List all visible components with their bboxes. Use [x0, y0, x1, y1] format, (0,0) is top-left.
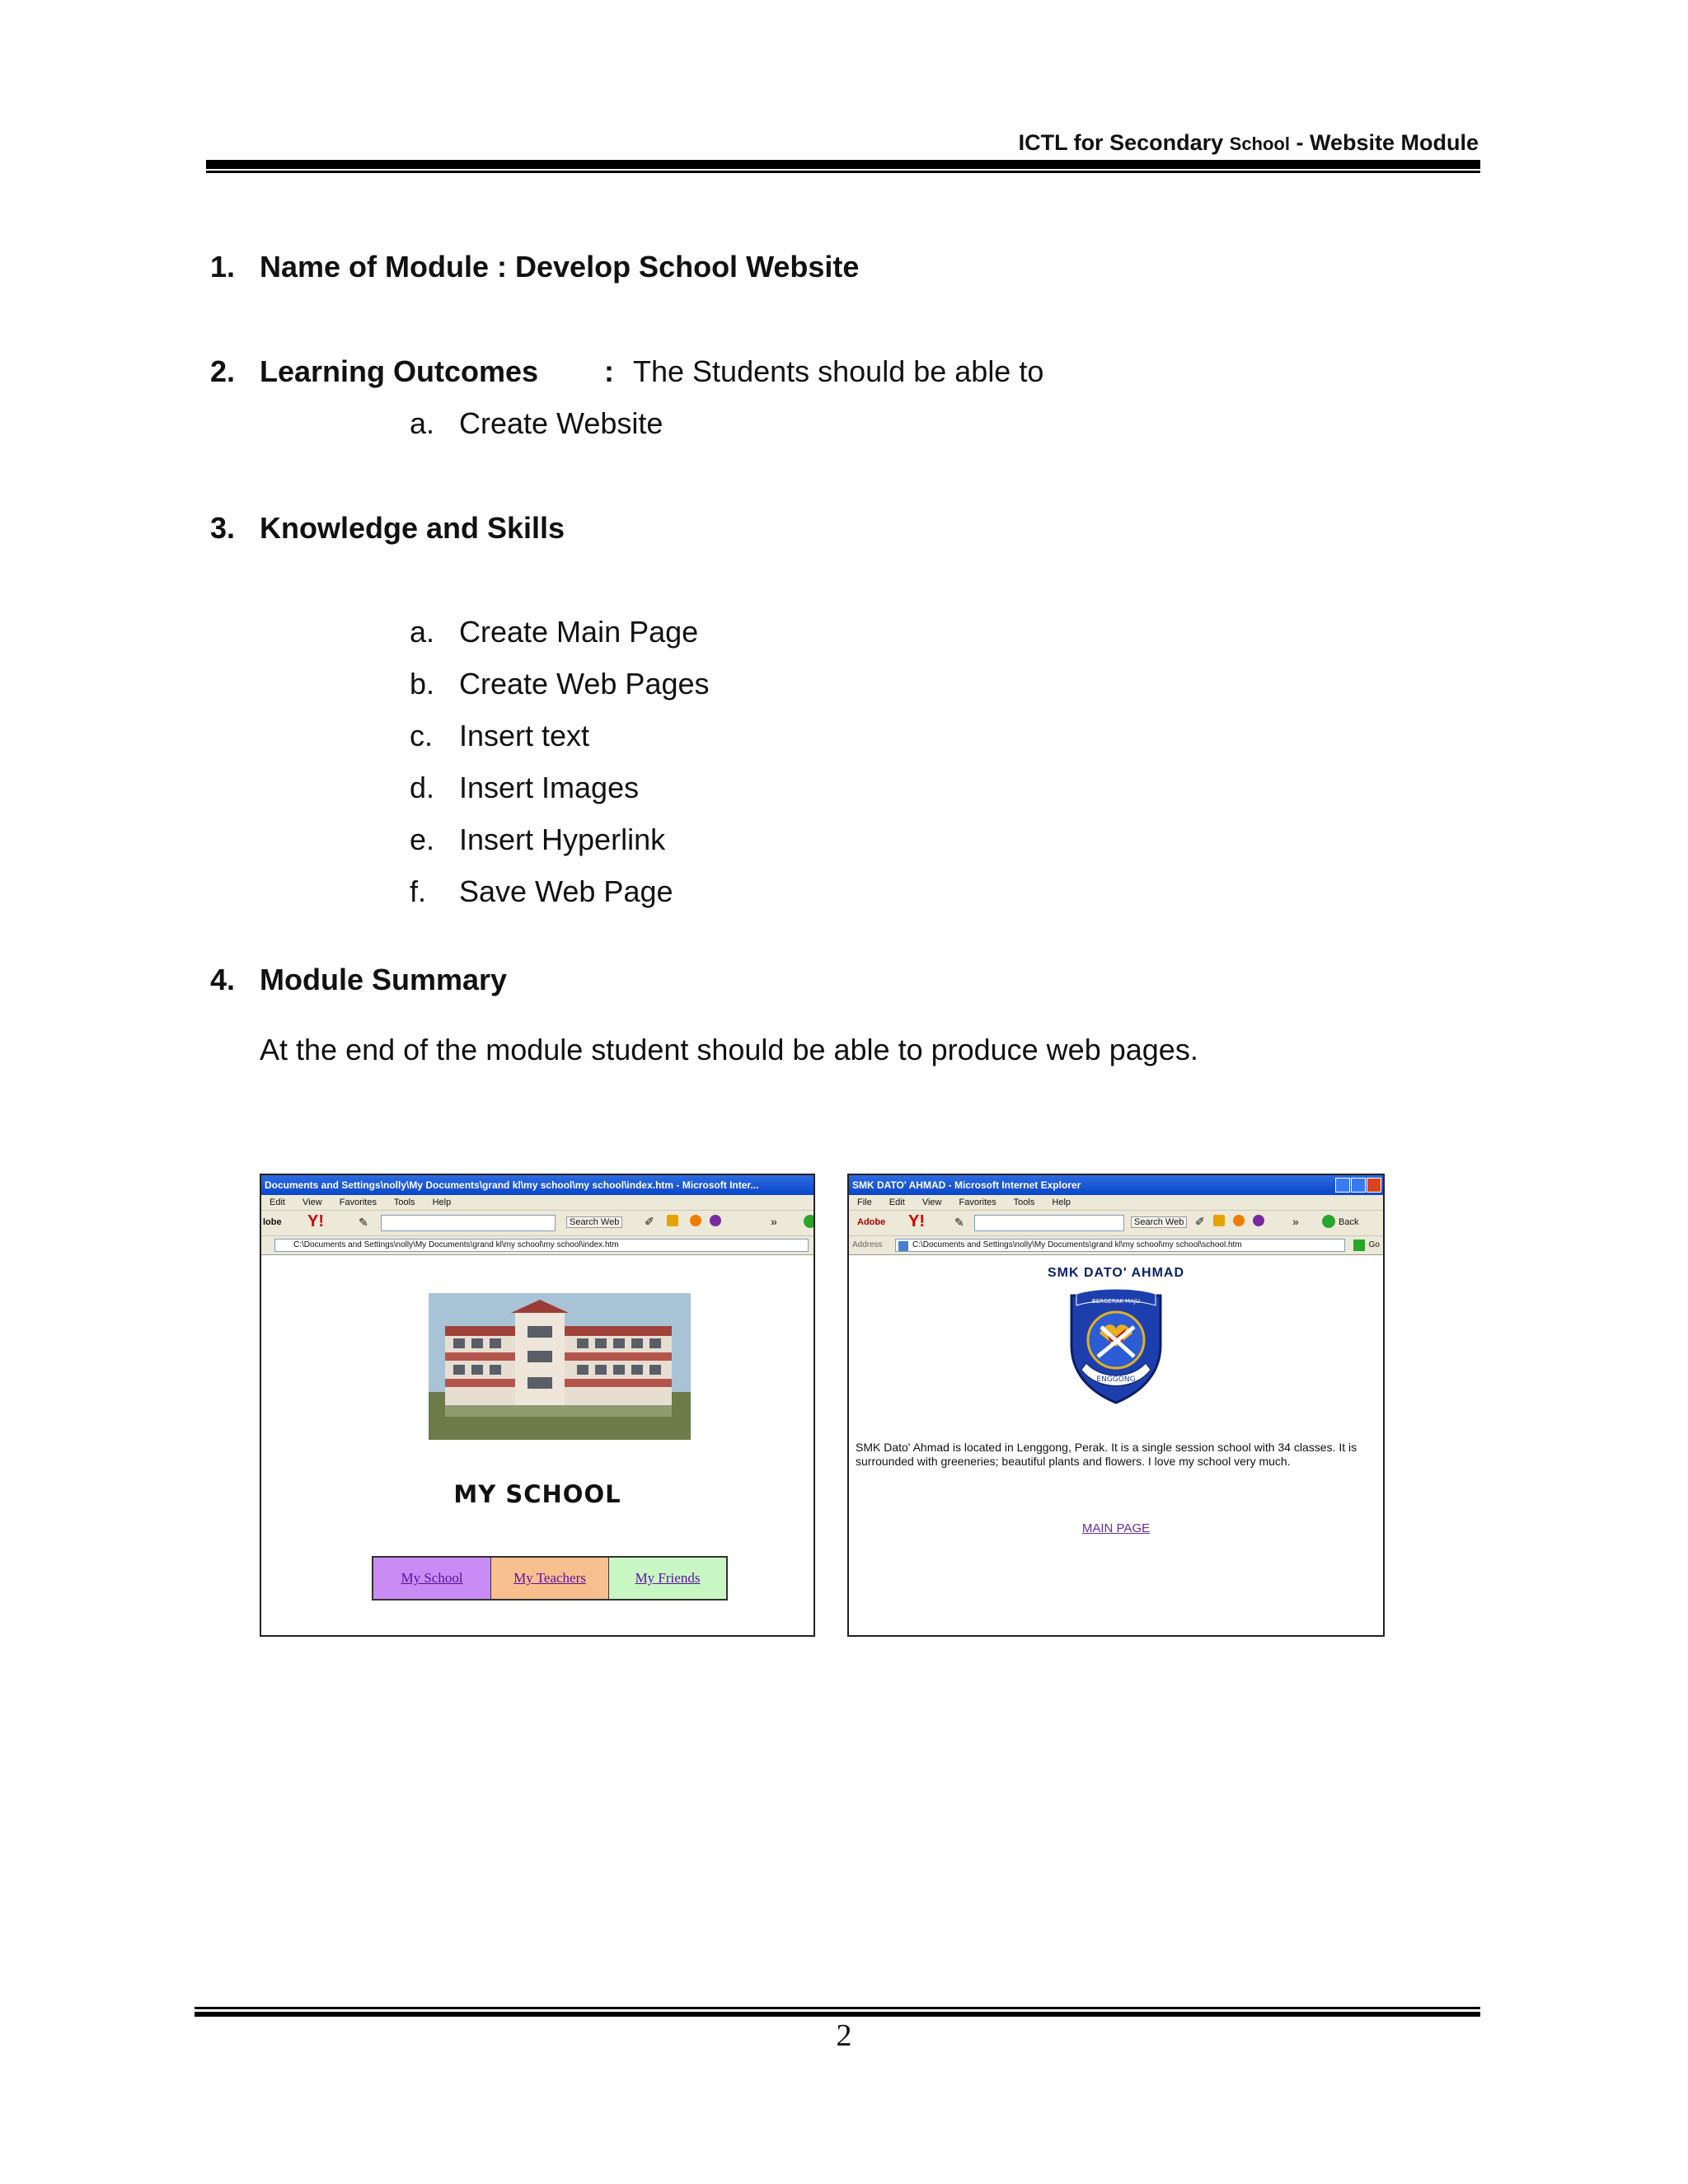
toolbar-brand: Adobe: [857, 1217, 886, 1227]
module-summary-text: At the end of the module student should be able to produce web pages.: [260, 1033, 1198, 1066]
minimize-icon[interactable]: [1335, 1178, 1350, 1193]
header-part1: ICTL for Secondary: [1018, 130, 1230, 155]
back-button[interactable]: Back: [1339, 1217, 1359, 1227]
page-heading: MY SCHOOL: [453, 1480, 621, 1508]
pencil-icon[interactable]: ✐: [1195, 1215, 1205, 1228]
outcome-item: [410, 406, 663, 441]
skill-text: Insert Images: [459, 771, 640, 804]
school-heading: SMK DATO' AHMAD: [1047, 1266, 1185, 1280]
menu-favorites[interactable]: Favorites: [959, 1197, 996, 1207]
outcome-marker: a.: [410, 406, 435, 440]
search-input[interactable]: [381, 1215, 556, 1231]
section-2-number: 2.: [210, 354, 236, 388]
window-title-bar: [849, 1175, 1383, 1195]
section-1-number: 1.: [210, 250, 236, 284]
go-arrow-icon[interactable]: [1353, 1240, 1365, 1251]
messenger-icon[interactable]: [710, 1215, 721, 1226]
menu-bar: [849, 1195, 1383, 1210]
skill-marker: d.: [410, 771, 435, 804]
crest-ribbon-text: ENGGONG: [1096, 1376, 1136, 1384]
search-web-button[interactable]: Search Web: [1131, 1216, 1187, 1228]
pen-icon[interactable]: ✎: [359, 1216, 368, 1229]
skill-item: [410, 615, 698, 649]
nav-link-my-friends[interactable]: My Friends: [609, 1558, 726, 1599]
skill-item: [410, 823, 665, 857]
running-header: [1019, 130, 1479, 156]
skill-marker: f.: [410, 874, 427, 908]
address-field[interactable]: C:\Documents and Settings\nolly\My Documents\grand kl\my school\my school\school.htm: [895, 1239, 1345, 1252]
header-part2: School: [1229, 134, 1290, 154]
section-4-number: 4.: [210, 963, 236, 996]
menu-help[interactable]: Help: [432, 1197, 452, 1207]
page-icon: [898, 1241, 908, 1251]
section-2-colon: :: [604, 354, 614, 388]
pencil-icon[interactable]: ✐: [645, 1215, 654, 1228]
menu-file[interactable]: File: [857, 1197, 872, 1207]
screenshot-main-page: [260, 1174, 815, 1637]
search-web-button[interactable]: Search Web: [566, 1216, 622, 1228]
header-rule-thin: [206, 171, 1480, 173]
school-crest-logo: [1065, 1287, 1167, 1404]
menu-edit[interactable]: Edit: [270, 1197, 285, 1207]
main-page-link[interactable]: MAIN PAGE: [1081, 1521, 1151, 1535]
address-field[interactable]: C:\Documents and Settings\nolly\My Documents\grand kl\my school\my school\index.htm: [274, 1239, 809, 1252]
skill-text: Save Web Page: [459, 874, 673, 908]
skill-item: [410, 874, 673, 909]
address-label: Address: [852, 1240, 883, 1249]
toolbar: [261, 1210, 814, 1235]
go-button[interactable]: Go: [1368, 1240, 1380, 1249]
window-title-bar: Documents and Settings\nolly\My Documents\grand kl\my school\my school\index.htm - Microsoft Inter...: [261, 1175, 814, 1195]
section-1-title: Name of Module : Develop School Website: [260, 250, 860, 284]
skill-item: [410, 771, 639, 805]
skill-text: Create Main Page: [459, 615, 699, 649]
menu-bar: [261, 1195, 814, 1210]
star-icon[interactable]: [690, 1215, 701, 1226]
skill-text: Create Web Pages: [459, 667, 710, 701]
skill-marker: c.: [410, 719, 434, 752]
menu-help[interactable]: Help: [1052, 1197, 1071, 1207]
yahoo-icon[interactable]: Y!: [307, 1212, 324, 1230]
school-description: SMK Dato' Ahmad is located in Lenggong, Perak. It is a single session school with 34 classes. It is surrounded with greeneries; beautiful plants and flowers. I love my school very much.: [856, 1441, 1357, 1468]
skill-marker: e.: [410, 823, 435, 856]
window-title: SMK DATO' AHMAD - Microsoft Internet Explorer: [852, 1179, 1081, 1191]
toolbar-brand: lobe: [263, 1217, 282, 1227]
skill-item: [410, 667, 710, 701]
address-bar: [849, 1235, 1383, 1255]
nav-link-my-school[interactable]: My School: [373, 1558, 491, 1599]
star-icon[interactable]: [1233, 1215, 1245, 1226]
skill-marker: b.: [410, 667, 435, 701]
section-3-title: Knowledge and Skills: [260, 511, 565, 545]
close-icon[interactable]: [1367, 1178, 1381, 1193]
section-3-number: 3.: [210, 511, 236, 545]
go-icon[interactable]: [804, 1215, 815, 1228]
screenshot-school-page: [847, 1174, 1385, 1637]
address-bar: [261, 1235, 814, 1255]
nav-link-my-teachers[interactable]: My Teachers: [491, 1558, 609, 1599]
nav-table: [372, 1556, 728, 1601]
pen-icon[interactable]: ✎: [954, 1216, 964, 1229]
chevron-right-icon[interactable]: »: [771, 1215, 777, 1228]
footer-rule-thick: [195, 2012, 1480, 2017]
maximize-icon[interactable]: [1351, 1178, 1366, 1193]
toolbar: [849, 1210, 1383, 1235]
school-building-photo: [429, 1293, 691, 1440]
menu-favorites[interactable]: Favorites: [339, 1197, 377, 1207]
search-input[interactable]: [974, 1215, 1124, 1231]
menu-tools[interactable]: Tools: [393, 1197, 415, 1207]
messenger-icon[interactable]: [1253, 1215, 1264, 1226]
section-4-title: Module Summary: [260, 963, 508, 996]
menu-view[interactable]: View: [302, 1197, 322, 1207]
mail-icon[interactable]: [1213, 1215, 1225, 1226]
skill-text: Insert text: [459, 719, 590, 752]
section-2-intro: The Students should be able to: [633, 354, 1044, 388]
menu-view[interactable]: View: [921, 1197, 942, 1207]
yahoo-icon[interactable]: Y!: [908, 1212, 925, 1230]
skill-marker: a.: [410, 615, 435, 649]
crest-motto: BERGERAK MAJU: [1091, 1298, 1141, 1305]
header-part3: - Website Module: [1289, 130, 1479, 155]
chevron-right-icon[interactable]: »: [1292, 1215, 1299, 1228]
footer-rule-thin: [195, 2007, 1480, 2009]
header-rule-thick: [206, 160, 1480, 169]
skill-text: Insert Hyperlink: [459, 823, 666, 856]
skill-item: [410, 719, 589, 753]
section-2-title: Learning Outcomes: [260, 354, 539, 388]
mail-icon[interactable]: [667, 1215, 678, 1226]
menu-tools[interactable]: Tools: [1013, 1197, 1035, 1207]
page-number: 2: [836, 2018, 852, 2053]
outcome-text: Create Website: [459, 406, 663, 440]
menu-edit[interactable]: Edit: [889, 1197, 905, 1207]
back-icon[interactable]: [1322, 1215, 1335, 1228]
